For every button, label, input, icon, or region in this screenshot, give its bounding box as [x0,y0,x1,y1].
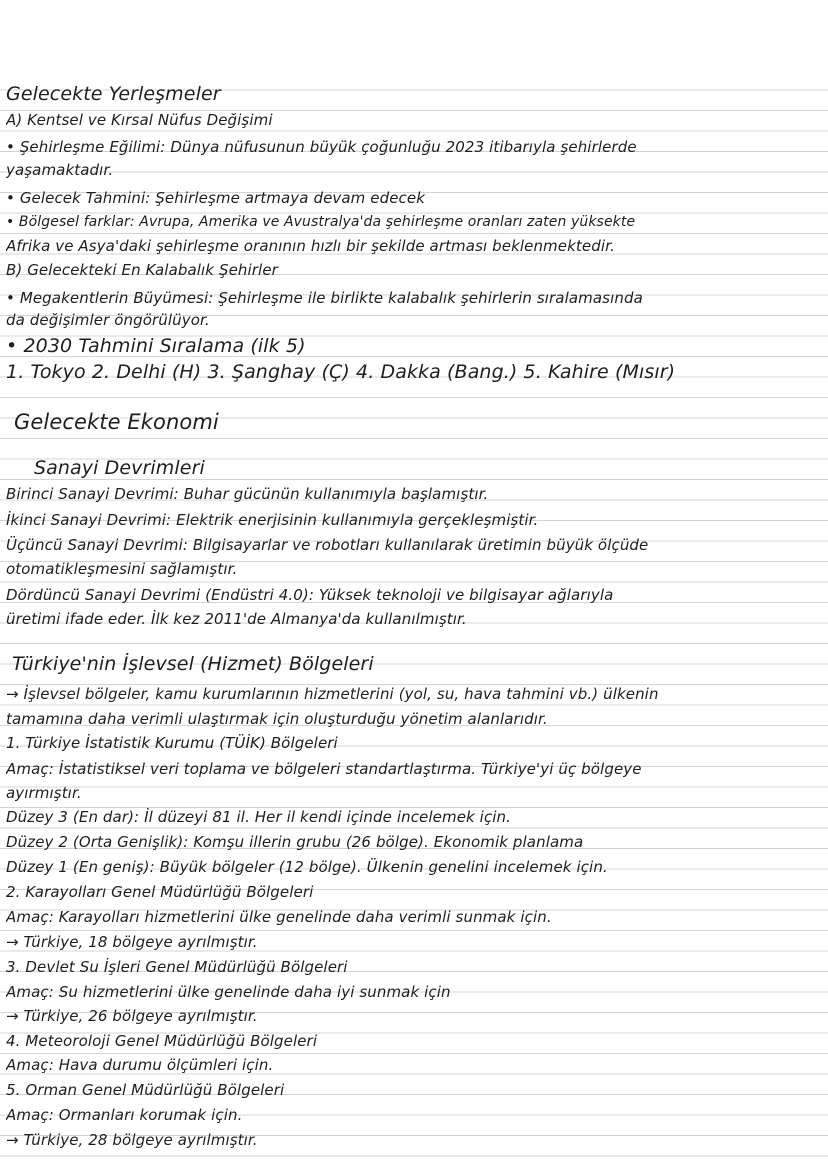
note-line: • 2030 Tahmini Sıralama (ilk 5) [6,335,306,357]
heading-future-economy: Gelecekte Ekonomi [14,410,219,434]
note-line: → Türkiye, 26 bölgeye ayrılmıştır. [6,1007,258,1025]
note-line: • Şehirleşme Eğilimi: Dünya nüfusunun büyük çoğunluğu 2023 itibarıyla şehirlerde [6,138,637,156]
note-line: → Türkiye, 28 bölgeye ayrılmıştır. [6,1131,258,1149]
subheading-industrial-revolutions: Sanayi Devrimleri [34,457,205,479]
subheading-dsi-regions: 3. Devlet Su İşleri Genel Müdürlüğü Bölgeleri [6,958,348,976]
note-line: Amaç: Karayolları hizmetlerini ülke genelinde daha verimli sunmak için. [6,908,552,926]
note-line: Afrika ve Asya'daki şehirleşme oranının hızlı bir şekilde artması beklenmektedir. [6,237,615,255]
note-line: → İşlevsel bölgeler, kamu kurumlarının hizmetlerini (yol, su, hava tahmini vb.) ülkenin [6,685,659,703]
subheading-tuik-regions: 1. Türkiye İstatistik Kurumu (TÜİK) Bölgeleri [6,734,338,752]
note-line: yaşamaktadır. [6,161,114,179]
note-line: Dördüncü Sanayi Devrimi (Endüstri 4.0): Yüksek teknoloji ve bilgisayar ağlarıyla [6,586,614,604]
note-line: ayırmıştır. [6,784,82,802]
subheading-meteorology-regions: 4. Meteoroloji Genel Müdürlüğü Bölgeleri [6,1032,318,1050]
subheading-highways-regions: 2. Karayolları Genel Müdürlüğü Bölgeleri [6,883,314,901]
note-line: Düzey 2 (Orta Genişlik): Komşu illerin grubu (26 bölge). Ekonomik planlama [6,833,584,851]
note-line: → Türkiye, 18 bölgeye ayrılmıştır. [6,933,258,951]
note-line: Birinci Sanayi Devrimi: Buhar gücünün kullanımıyla başlamıştır. [6,485,489,503]
note-line: üretimi ifade eder. İlk kez 2011'de Almanya'da kullanılmıştır. [6,610,467,628]
note-line: otomatikleşmesini sağlamıştır. [6,560,238,578]
note-line: Düzey 3 (En dar): İl düzeyi 81 il. Her il kendi içinde incelemek için. [6,808,512,826]
subheading-crowded-cities: B) Gelecekteki En Kalabalık Şehirler [6,261,278,279]
note-line: • Megakentlerin Büyümesi: Şehirleşme ile birlikte kalabalık şehirlerin sıralamasında [6,289,643,307]
note-line: Amaç: Hava durumu ölçümleri için. [6,1056,274,1074]
note-line: • Bölgesel farklar: Avrupa, Amerika ve Avustralya'da şehirleşme oranları zaten yüksekte [6,214,636,230]
note-line: Amaç: İstatistiksel veri toplama ve bölgeleri standartlaştırma. Türkiye'yi üç bölgeye [6,760,642,778]
note-line: İkinci Sanayi Devrimi: Elektrik enerjisinin kullanımıyla gerçekleşmiştir. [6,511,539,529]
note-line: Düzey 1 (En geniş): Büyük bölgeler (12 bölge). Ülkenin genelini incelemek için. [6,858,608,876]
note-line: Amaç: Ormanları korumak için. [6,1106,243,1124]
subheading-forestry-regions: 5. Orman Genel Müdürlüğü Bölgeleri [6,1081,285,1099]
heading-future-settlements: Gelecekte Yerleşmeler [6,83,221,105]
note-line: Amaç: Su hizmetlerini ülke genelinde daha iyi sunmak için [6,983,451,1001]
note-line: da değişimler öngörülüyor. [6,311,210,329]
subheading-population-change: A) Kentsel ve Kırsal Nüfus Değişimi [6,111,273,129]
note-line: tamamına daha verimli ulaştırmak için oluşturduğu yönetim alanlarıdır. [6,710,548,728]
heading-functional-regions: Türkiye'nin İşlevsel (Hizmet) Bölgeleri [12,653,374,675]
note-line: Üçüncü Sanayi Devrimi: Bilgisayarlar ve robotları kullanılarak üretimin büyük ölçüde [6,536,649,554]
note-line: • Gelecek Tahmini: Şehirleşme artmaya devam edecek [6,189,425,207]
city-ranking: 1. Tokyo 2. Delhi (H) 3. Şanghay (Ç) 4. Dakka (Bang.) 5. Kahire (Mısır) [6,361,676,383]
